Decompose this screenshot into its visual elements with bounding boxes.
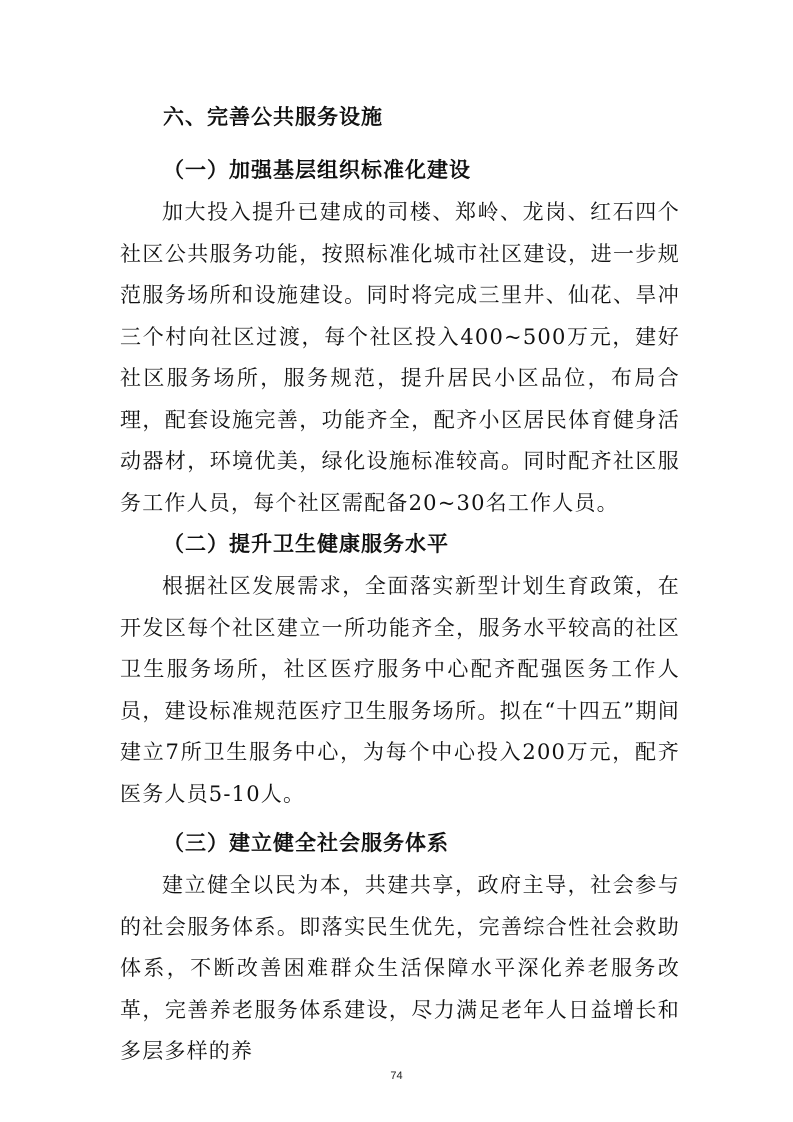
section-title: 六、完善公共服务设施 <box>163 104 383 129</box>
subsection-body-3 <box>120 865 680 1073</box>
subsection-heading-2: （二）提升卫生健康服务水平 <box>163 531 449 556</box>
page-number: 74 <box>390 1070 403 1082</box>
paragraph-text: 建立健全以民为本，共建共享，政府主导，社会参与的社会服务体系。即落实民生优先，完善综合性社会救助体系，不断改善困难群众生活保障水平深化养老服务改革，完善养老服务体系建设，尽力满足老年人日益增长和多层多样的养 <box>120 873 680 1063</box>
subsection-body-2 <box>120 566 680 815</box>
paragraph-text: 根据社区发展需求，全面落实新型计划生育政策，在开发区每个社区建立一所功能齐全，服务水平较高的社区卫生服务场所，社区医疗服务中心配齐配强医务工作人员，建设标准规范医疗卫生服务场所。拟在“十四五”期间建立7所卫生服务中心，为每个中心投入200万元，配齐医务人员5-10人。 <box>120 574 680 806</box>
subsection-heading-1: （一）加强基层组织标准化建设 <box>163 157 471 182</box>
paragraph-text: 加大投入提升已建成的司楼、郑岭、龙岗、红石四个社区公共服务功能，按照标准化城市社区建设，进一步规范服务场所和设施建设。同时将完成三里井、仙花、旱冲三个村向社区过渡，每个社区投入400~500万元，建好社区服务场所，服务规范，提升居民小区品位，布局合理，配套设施完善，功能齐全，配齐小区居民体育健身活动器材，环境优美，绿化设施标准较高。同时配齐社区服务工作人员，每个社区需配备20~30名工作人员。 <box>120 200 680 515</box>
subsection-heading-3: （三）建立健全社会服务体系 <box>163 830 449 855</box>
subsection-body-1 <box>120 192 680 524</box>
